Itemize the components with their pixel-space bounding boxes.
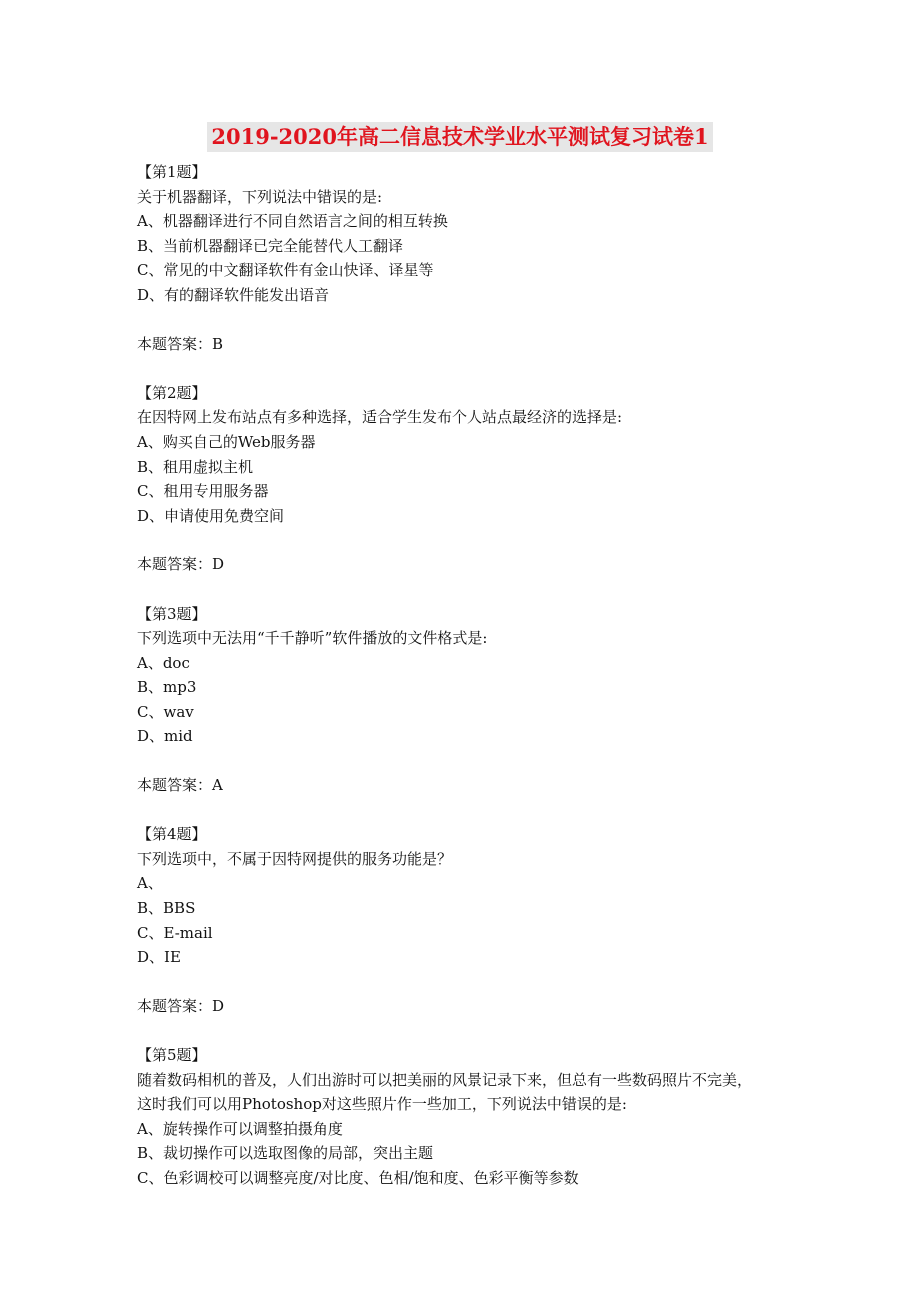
question-stem: 下列选项中无法用“千千静听”软件播放的文件格式是: (137, 629, 488, 648)
question-stem: 下列选项中，不属于因特网提供的服务功能是？ (137, 849, 453, 868)
question-block (137, 160, 797, 381)
option-d: D、有的翻译软件能发出语音 (137, 285, 330, 304)
option-b: B、BBS (137, 899, 196, 918)
option-b: B、mp3 (137, 678, 197, 697)
question-label: 【第4题】 (137, 825, 207, 844)
question-label: 【第1题】 (137, 163, 207, 181)
option-c: C、常见的中文翻译软件有金山快译、译星等 (137, 261, 434, 280)
question-block (137, 822, 797, 1043)
document-title: 2019-2020年高二信息技术学业水平测试复习试卷1 (207, 122, 712, 152)
option-a: A、 (137, 874, 163, 893)
option-a: A、旋转操作可以调整拍摄角度 (137, 1119, 343, 1138)
question-block (137, 381, 797, 602)
answer-line: 本题答案：D (137, 555, 225, 574)
question-block (137, 602, 797, 823)
document-title-wrap (0, 122, 920, 152)
answer-line: 本题答案：A (137, 776, 223, 795)
question-stem: 这时我们可以用Photoshop对这些照片作一些加工，下列说法中错误的是: (137, 1095, 627, 1114)
question-block (137, 1043, 797, 1191)
option-b: B、租用虚拟主机 (137, 457, 254, 476)
question-stem: 在因特网上发布站点有多种选择，适合学生发布个人站点最经济的选择是: (137, 408, 623, 427)
option-c: C、租用专用服务器 (137, 482, 269, 501)
option-d: D、申请使用免费空间 (137, 506, 285, 525)
question-list (137, 160, 797, 1191)
question-stem: 随着数码相机的普及，人们出游时可以把美丽的风景记录下来，但总有一些数码照片不完美， (137, 1070, 753, 1089)
question-stem: 关于机器翻译，下列说法中错误的是: (137, 187, 383, 206)
option-a: A、购买自己的Web服务器 (137, 432, 316, 451)
option-a: A、机器翻译进行不同自然语言之间的相互转换 (137, 212, 448, 231)
option-b: B、裁切操作可以选取图像的局部，突出主题 (137, 1144, 434, 1163)
answer-line: 本题答案：D (137, 996, 225, 1015)
option-d: D、mid (137, 727, 193, 746)
question-label: 【第5题】 (137, 1046, 207, 1064)
option-d: D、IE (137, 948, 181, 967)
answer-line: 本题答案：B (137, 334, 224, 353)
question-label: 【第2题】 (137, 383, 207, 402)
option-c: C、E-mail (137, 923, 213, 942)
option-a: A、doc (137, 653, 190, 672)
option-c: C、wav (137, 702, 194, 721)
option-b: B、当前机器翻译已完全能替代人工翻译 (137, 236, 404, 255)
question-label: 【第3题】 (137, 604, 207, 623)
option-c: C、色彩调校可以调整亮度/对比度、色相/饱和度、色彩平衡等参数 (137, 1168, 579, 1187)
